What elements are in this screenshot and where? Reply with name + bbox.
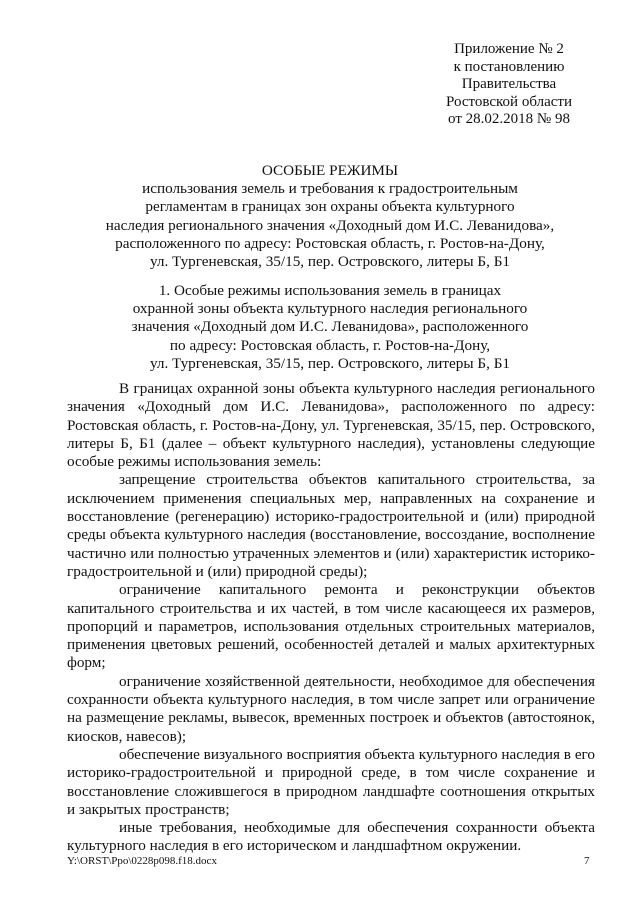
title-heading: ОСОБЫЕ РЕЖИМЫ xyxy=(261,162,399,179)
footer-file-path: Y:\ORST\Ppo\0228p098.f18.docx xyxy=(67,855,217,867)
body-paragraph: обеспечение визуального восприятия объекта культурного наследия в его историко-градостроительной и природной среде, в том числе сохранение и восстановление сложившегося в природном ландшафте соотношения открытых и закрытых пространств; xyxy=(67,745,595,818)
section-line: значения «Доходный дом И.С. Леванидова», расположенного xyxy=(131,318,529,336)
title-line: расположенного по адресу: Ростовская область, г. Ростов-на-Дону, xyxy=(115,234,545,252)
section-line: 1. Особые режимы использования земель в границах xyxy=(158,282,502,299)
title-line: ул. Тургеневская, 35/15, пер. Островского, литеры Б, Б1 xyxy=(149,253,511,271)
title-line: регламентам в границах зон охраны объекта культурного xyxy=(145,198,515,216)
body-paragraph: В границах охранной зоны объекта культурного наследия регионального значения «Доходный дом И.С. Леванидова», расположенного по адресу: Ростовская область, г. Ростов-на-Дону, ул. Тургеневская, 35/15, пер. Островского, литеры Б, Б1 (далее – объект культурного наследия), установлены следующие особые режимы использования земель: xyxy=(67,380,595,471)
section-line: ул. Тургеневская, 35/15, пер. Островского, литеры Б, Б1 xyxy=(149,354,511,372)
title-line: использования земель и требования к градостроительным xyxy=(142,180,518,198)
body-text xyxy=(67,380,595,856)
title-line: наследия регионального значения «Доходный дом И.С. Леванидова», xyxy=(105,216,555,234)
appendix-line: от 28.02.2018 № 98 xyxy=(448,111,570,128)
body-paragraph: запрещение строительства объектов капитального строительства, за исключением применения специальных мер, направленных на сохранение и восстановление (регенерацию) историко-градостроительной и (или) природной среды объекта культурного наследия (восстановление, воссоздание, восполнение частично или полностью утраченных элементов и (или) характеристик историко-градостроительной и (или) природной среды); xyxy=(67,471,595,580)
appendix-line: Ростовской области xyxy=(446,93,572,110)
page-number: 7 xyxy=(584,855,590,867)
appendix-block xyxy=(428,41,590,129)
document-title xyxy=(100,162,560,271)
body-paragraph: ограничение капитального ремонта и реконструкции объектов капитального строительства и их частей, в том числе касающееся их размеров, пропорций и параметров, использования отдельных строительных материалов, применения цветовых решений, особенностей деталей и малых архитектурных форм; xyxy=(67,581,595,672)
section-line: охранной зоны объекта культурного наследия регионального xyxy=(132,300,528,318)
body-paragraph: ограничение хозяйственной деятельности, необходимое для обеспечения сохранности объекта культурного наследия, в том числе запрет или ограничение на размещение рекламы, вывесок, временных построек и объектов (автостоянок, киосков, навесов); xyxy=(67,672,595,745)
appendix-line: Приложение № 2 xyxy=(454,41,564,57)
body-paragraph: иные требования, необходимые для обеспечения сохранности объекта культурного наследия в его историческом и ландшафтном окружении. xyxy=(67,819,595,855)
section-line: по адресу: Ростовская область, г. Ростов-на-Дону, xyxy=(169,336,491,354)
appendix-line: Правительства xyxy=(461,76,557,93)
section-heading xyxy=(100,282,560,373)
appendix-line: к постановлению xyxy=(453,58,565,75)
